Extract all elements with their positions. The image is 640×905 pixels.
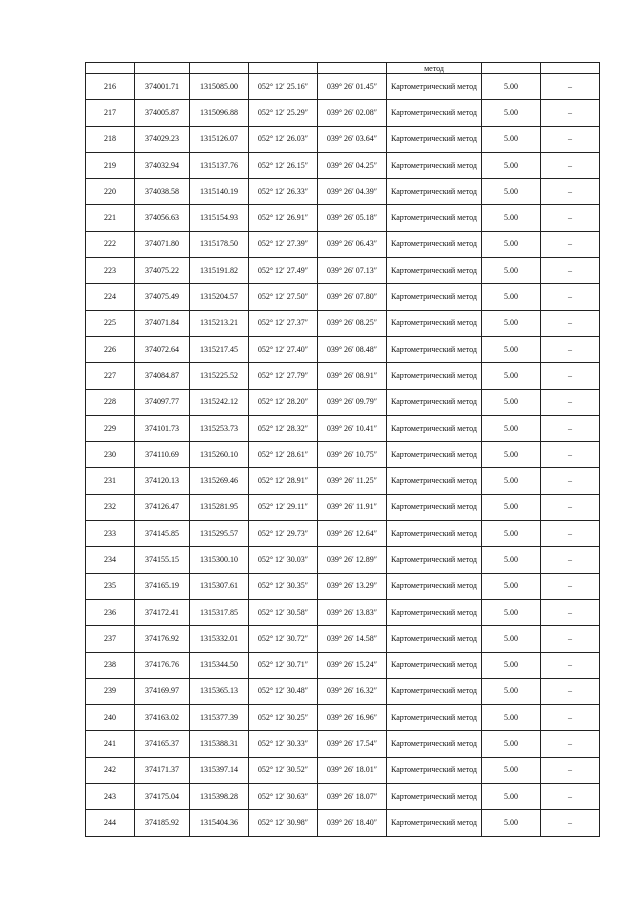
table-cell-note: –	[541, 442, 600, 468]
table-cell-method: метод	[387, 63, 482, 74]
table-cell-point-number: 242	[86, 757, 135, 783]
table-cell-y-coordinate: 1315332.01	[190, 626, 249, 652]
table-cell-method: Картометрический метод	[387, 205, 482, 231]
table-cell-longitude: 039° 26′ 05.18″	[318, 205, 387, 231]
table-row	[86, 205, 600, 231]
table-cell-longitude: 039° 26′ 16.32″	[318, 678, 387, 704]
table-cell-y-coordinate: 1315281.95	[190, 494, 249, 520]
table-cell-note: –	[541, 152, 600, 178]
table-cell-y-coordinate: 1315225.52	[190, 363, 249, 389]
table-cell-y-coordinate: 1315137.76	[190, 152, 249, 178]
table-row	[86, 415, 600, 441]
table-cell-latitude: 052° 12′ 27.37″	[249, 310, 318, 336]
table-cell-x-coordinate: 374155.15	[135, 547, 190, 573]
table-cell-latitude: 052° 12′ 25.29″	[249, 100, 318, 126]
table-cell-note: –	[541, 652, 600, 678]
table-cell-longitude: 039° 26′ 14.58″	[318, 626, 387, 652]
table-cell-point-number: 239	[86, 678, 135, 704]
table-cell-method: Картометрический метод	[387, 284, 482, 310]
table-cell-accuracy: 5.00	[482, 573, 541, 599]
table-cell-point-number: 218	[86, 126, 135, 152]
table-cell-point-number: 216	[86, 74, 135, 100]
table-cell-method: Картометрический метод	[387, 152, 482, 178]
table-cell-latitude: 052° 12′ 28.61″	[249, 442, 318, 468]
table-cell-x-coordinate: 374145.85	[135, 521, 190, 547]
table-cell-point-number: 236	[86, 599, 135, 625]
table-cell-x-coordinate: 374185.92	[135, 810, 190, 836]
table-cell-x-coordinate: 374097.77	[135, 389, 190, 415]
table-body	[86, 63, 600, 837]
table-row	[86, 678, 600, 704]
table-cell-accuracy: 5.00	[482, 731, 541, 757]
table-row	[86, 179, 600, 205]
table-cell-latitude: 052° 12′ 30.33″	[249, 731, 318, 757]
table-cell-longitude: 039° 26′ 07.80″	[318, 284, 387, 310]
table-cell-method: Картометрический метод	[387, 258, 482, 284]
table-cell-latitude: 052° 12′ 30.48″	[249, 678, 318, 704]
table-cell-note: –	[541, 678, 600, 704]
table-cell-longitude: 039° 26′ 18.01″	[318, 757, 387, 783]
table-cell-method: Картометрический метод	[387, 626, 482, 652]
table-cell-longitude: 039° 26′ 08.48″	[318, 336, 387, 362]
table-cell-latitude: 052° 12′ 28.32″	[249, 415, 318, 441]
table-cell-accuracy: 5.00	[482, 310, 541, 336]
table-cell-point-number: 217	[86, 100, 135, 126]
table-row	[86, 100, 600, 126]
table-cell	[190, 63, 249, 74]
table-cell-point-number: 228	[86, 389, 135, 415]
table-cell-accuracy: 5.00	[482, 599, 541, 625]
table-cell-y-coordinate: 1315140.19	[190, 179, 249, 205]
table-cell-latitude: 052° 12′ 30.25″	[249, 705, 318, 731]
table-cell-y-coordinate: 1315300.10	[190, 547, 249, 573]
table-cell-longitude: 039° 26′ 08.25″	[318, 310, 387, 336]
table-cell-method: Картометрический метод	[387, 74, 482, 100]
table-cell-x-coordinate: 374075.22	[135, 258, 190, 284]
table-cell-note: –	[541, 521, 600, 547]
table-cell-method: Картометрический метод	[387, 468, 482, 494]
table-cell-longitude: 039° 26′ 15.24″	[318, 652, 387, 678]
table-row	[86, 810, 600, 836]
table-cell-accuracy: 5.00	[482, 415, 541, 441]
table-cell-method: Картометрический метод	[387, 100, 482, 126]
table-cell-point-number: 235	[86, 573, 135, 599]
table-row	[86, 784, 600, 810]
table-cell-accuracy: 5.00	[482, 547, 541, 573]
table-cell-latitude: 052° 12′ 30.58″	[249, 599, 318, 625]
table-cell-y-coordinate: 1315397.14	[190, 757, 249, 783]
table-cell-x-coordinate: 374005.87	[135, 100, 190, 126]
table-cell-longitude: 039° 26′ 01.45″	[318, 74, 387, 100]
table-row	[86, 521, 600, 547]
table-cell-point-number: 229	[86, 415, 135, 441]
table-cell-note: –	[541, 415, 600, 441]
table-cell-y-coordinate: 1315154.93	[190, 205, 249, 231]
table-cell-longitude: 039° 26′ 17.54″	[318, 731, 387, 757]
table-cell-accuracy: 5.00	[482, 442, 541, 468]
table-cell-y-coordinate: 1315085.00	[190, 74, 249, 100]
table-cell-accuracy: 5.00	[482, 152, 541, 178]
table-cell-x-coordinate: 374126.47	[135, 494, 190, 520]
table-row	[86, 731, 600, 757]
table-cell-point-number: 225	[86, 310, 135, 336]
table-cell-latitude: 052° 12′ 26.33″	[249, 179, 318, 205]
table-cell-y-coordinate: 1315260.10	[190, 442, 249, 468]
table-cell-longitude: 039° 26′ 11.91″	[318, 494, 387, 520]
table-cell-method: Картометрический метод	[387, 179, 482, 205]
table-cell-y-coordinate: 1315269.46	[190, 468, 249, 494]
table-cell-accuracy: 5.00	[482, 652, 541, 678]
table-cell-note: –	[541, 363, 600, 389]
table-cell-point-number: 226	[86, 336, 135, 362]
table-cell-x-coordinate: 374175.04	[135, 784, 190, 810]
table-cell-x-coordinate: 374038.58	[135, 179, 190, 205]
table-cell-note: –	[541, 468, 600, 494]
table-cell-latitude: 052° 12′ 27.49″	[249, 258, 318, 284]
table-cell-latitude: 052° 12′ 30.52″	[249, 757, 318, 783]
table-cell-x-coordinate: 374001.71	[135, 74, 190, 100]
table-cell-latitude: 052° 12′ 30.98″	[249, 810, 318, 836]
table-cell-y-coordinate: 1315217.45	[190, 336, 249, 362]
table-cell-note: –	[541, 258, 600, 284]
table-cell-longitude: 039° 26′ 10.41″	[318, 415, 387, 441]
table-cell-method: Картометрический метод	[387, 547, 482, 573]
table-row	[86, 74, 600, 100]
table-row-continuation	[86, 63, 600, 74]
table-cell-latitude: 052° 12′ 26.91″	[249, 205, 318, 231]
table-cell-accuracy: 5.00	[482, 389, 541, 415]
table-cell-method: Картометрический метод	[387, 363, 482, 389]
table-cell-y-coordinate: 1315317.85	[190, 599, 249, 625]
table-row	[86, 573, 600, 599]
table-cell-accuracy: 5.00	[482, 336, 541, 362]
table-cell-method: Картометрический метод	[387, 415, 482, 441]
table-cell-x-coordinate: 374120.13	[135, 468, 190, 494]
table-cell-method: Картометрический метод	[387, 231, 482, 257]
table-cell-method: Картометрический метод	[387, 126, 482, 152]
table-cell	[249, 63, 318, 74]
table-cell-accuracy: 5.00	[482, 363, 541, 389]
table-row	[86, 310, 600, 336]
table-cell-point-number: 220	[86, 179, 135, 205]
table-cell-y-coordinate: 1315213.21	[190, 310, 249, 336]
table-cell-latitude: 052° 12′ 27.50″	[249, 284, 318, 310]
table-cell-note: –	[541, 626, 600, 652]
table-cell-method: Картометрический метод	[387, 310, 482, 336]
table-cell-longitude: 039° 26′ 04.39″	[318, 179, 387, 205]
table-cell-x-coordinate: 374169.97	[135, 678, 190, 704]
table-cell-note: –	[541, 599, 600, 625]
table-cell-longitude: 039° 26′ 13.29″	[318, 573, 387, 599]
table-row	[86, 258, 600, 284]
table-cell-x-coordinate: 374075.49	[135, 284, 190, 310]
table-cell-point-number: 224	[86, 284, 135, 310]
table-row	[86, 231, 600, 257]
table-cell	[541, 63, 600, 74]
table-row	[86, 547, 600, 573]
table-cell-point-number: 241	[86, 731, 135, 757]
table-cell-note: –	[541, 784, 600, 810]
table-cell-x-coordinate: 374072.64	[135, 336, 190, 362]
table-cell-latitude: 052° 12′ 29.73″	[249, 521, 318, 547]
table-cell-accuracy: 5.00	[482, 626, 541, 652]
table-cell-note: –	[541, 573, 600, 599]
table-cell-accuracy: 5.00	[482, 521, 541, 547]
table-cell-longitude: 039° 26′ 03.64″	[318, 126, 387, 152]
table-cell-longitude: 039° 26′ 08.91″	[318, 363, 387, 389]
table-cell	[135, 63, 190, 74]
table-cell-note: –	[541, 731, 600, 757]
table-cell-x-coordinate: 374029.23	[135, 126, 190, 152]
table-cell-point-number: 240	[86, 705, 135, 731]
table-cell-latitude: 052° 12′ 29.11″	[249, 494, 318, 520]
table-cell-point-number: 237	[86, 626, 135, 652]
table-cell-method: Картометрический метод	[387, 731, 482, 757]
table-cell-longitude: 039° 26′ 13.83″	[318, 599, 387, 625]
table-cell-method: Картометрический метод	[387, 652, 482, 678]
table-cell-x-coordinate: 374165.37	[135, 731, 190, 757]
table-row	[86, 626, 600, 652]
table-cell-latitude: 052° 12′ 27.79″	[249, 363, 318, 389]
table-cell-longitude: 039° 26′ 18.40″	[318, 810, 387, 836]
table-cell-latitude: 052° 12′ 27.40″	[249, 336, 318, 362]
table-cell-y-coordinate: 1315398.28	[190, 784, 249, 810]
table-cell-method: Картометрический метод	[387, 521, 482, 547]
table-cell-method: Картометрический метод	[387, 784, 482, 810]
table-cell-accuracy: 5.00	[482, 678, 541, 704]
table-cell-note: –	[541, 179, 600, 205]
table-row	[86, 284, 600, 310]
table-cell-point-number: 219	[86, 152, 135, 178]
table-cell-method: Картометрический метод	[387, 389, 482, 415]
table-cell-x-coordinate: 374084.87	[135, 363, 190, 389]
table-row	[86, 442, 600, 468]
table-cell-accuracy: 5.00	[482, 205, 541, 231]
table-cell-accuracy: 5.00	[482, 494, 541, 520]
table-cell-latitude: 052° 12′ 30.72″	[249, 626, 318, 652]
table-cell-point-number: 221	[86, 205, 135, 231]
table-cell-y-coordinate: 1315388.31	[190, 731, 249, 757]
table-cell-y-coordinate: 1315126.07	[190, 126, 249, 152]
table-cell-x-coordinate: 374176.92	[135, 626, 190, 652]
table-cell-method: Картометрический метод	[387, 678, 482, 704]
table-cell-x-coordinate: 374056.63	[135, 205, 190, 231]
table-cell-accuracy: 5.00	[482, 810, 541, 836]
table-cell-longitude: 039° 26′ 10.75″	[318, 442, 387, 468]
table-row	[86, 757, 600, 783]
table-cell-point-number: 238	[86, 652, 135, 678]
table-cell-point-number: 244	[86, 810, 135, 836]
table-cell-latitude: 052° 12′ 28.91″	[249, 468, 318, 494]
table-cell-y-coordinate: 1315307.61	[190, 573, 249, 599]
table-cell-note: –	[541, 100, 600, 126]
table-cell-point-number: 231	[86, 468, 135, 494]
table-cell-note: –	[541, 310, 600, 336]
table-cell-accuracy: 5.00	[482, 468, 541, 494]
table-cell-note: –	[541, 705, 600, 731]
table-row	[86, 652, 600, 678]
table-cell-accuracy: 5.00	[482, 100, 541, 126]
table-cell-method: Картометрический метод	[387, 810, 482, 836]
table-cell-point-number: 223	[86, 258, 135, 284]
table-cell-accuracy: 5.00	[482, 74, 541, 100]
table-cell-latitude: 052° 12′ 25.16″	[249, 74, 318, 100]
table-row	[86, 494, 600, 520]
table-cell	[482, 63, 541, 74]
table-cell-point-number: 230	[86, 442, 135, 468]
table-cell-method: Картометрический метод	[387, 757, 482, 783]
table-cell-x-coordinate: 374032.94	[135, 152, 190, 178]
table-cell-point-number: 227	[86, 363, 135, 389]
table-cell-x-coordinate: 374171.37	[135, 757, 190, 783]
table-cell-x-coordinate: 374101.73	[135, 415, 190, 441]
table-cell-longitude: 039° 26′ 12.64″	[318, 521, 387, 547]
table-cell-longitude: 039° 26′ 12.89″	[318, 547, 387, 573]
table-cell-point-number: 233	[86, 521, 135, 547]
table-cell-accuracy: 5.00	[482, 126, 541, 152]
table-cell-note: –	[541, 74, 600, 100]
table-cell-x-coordinate: 374163.02	[135, 705, 190, 731]
table-row	[86, 705, 600, 731]
table-cell-y-coordinate: 1315377.39	[190, 705, 249, 731]
table-cell-accuracy: 5.00	[482, 757, 541, 783]
table-cell-accuracy: 5.00	[482, 179, 541, 205]
table-cell-y-coordinate: 1315295.57	[190, 521, 249, 547]
table-cell-latitude: 052° 12′ 28.20″	[249, 389, 318, 415]
table-cell-y-coordinate: 1315178.50	[190, 231, 249, 257]
table-cell-longitude: 039° 26′ 04.25″	[318, 152, 387, 178]
table-cell-point-number: 234	[86, 547, 135, 573]
table-cell-note: –	[541, 494, 600, 520]
table-cell-x-coordinate: 374165.19	[135, 573, 190, 599]
coordinates-table	[85, 62, 600, 837]
table-cell-method: Картометрический метод	[387, 599, 482, 625]
table-cell-latitude: 052° 12′ 27.39″	[249, 231, 318, 257]
table-cell-latitude: 052° 12′ 30.63″	[249, 784, 318, 810]
table-cell-accuracy: 5.00	[482, 784, 541, 810]
table-cell-method: Картометрический метод	[387, 336, 482, 362]
table-cell-y-coordinate: 1315365.13	[190, 678, 249, 704]
table-row	[86, 336, 600, 362]
table-cell-accuracy: 5.00	[482, 284, 541, 310]
table-row	[86, 389, 600, 415]
table-cell-method: Картометрический метод	[387, 442, 482, 468]
table-cell-y-coordinate: 1315204.57	[190, 284, 249, 310]
table-cell-note: –	[541, 336, 600, 362]
table-cell-longitude: 039° 26′ 02.08″	[318, 100, 387, 126]
table-cell-method: Картометрический метод	[387, 573, 482, 599]
table-cell-x-coordinate: 374110.69	[135, 442, 190, 468]
table-cell-longitude: 039° 26′ 06.43″	[318, 231, 387, 257]
table-cell-y-coordinate: 1315096.88	[190, 100, 249, 126]
table-cell-y-coordinate: 1315242.12	[190, 389, 249, 415]
table-cell-note: –	[541, 126, 600, 152]
table-cell-accuracy: 5.00	[482, 705, 541, 731]
table-cell-longitude: 039° 26′ 16.96″	[318, 705, 387, 731]
table-cell-note: –	[541, 284, 600, 310]
table-row	[86, 126, 600, 152]
table-cell-longitude: 039° 26′ 07.13″	[318, 258, 387, 284]
table-cell-note: –	[541, 389, 600, 415]
table-cell-latitude: 052° 12′ 30.35″	[249, 573, 318, 599]
table-row	[86, 599, 600, 625]
table-row	[86, 468, 600, 494]
table-cell-accuracy: 5.00	[482, 258, 541, 284]
table-cell-note: –	[541, 757, 600, 783]
table-cell-latitude: 052° 12′ 30.71″	[249, 652, 318, 678]
table-cell-latitude: 052° 12′ 26.03″	[249, 126, 318, 152]
table-cell-note: –	[541, 231, 600, 257]
table-cell-latitude: 052° 12′ 26.15″	[249, 152, 318, 178]
table-cell-x-coordinate: 374176.76	[135, 652, 190, 678]
table-cell-point-number: 222	[86, 231, 135, 257]
table-cell-latitude: 052° 12′ 30.03″	[249, 547, 318, 573]
table-cell-y-coordinate: 1315344.50	[190, 652, 249, 678]
table-cell	[318, 63, 387, 74]
table-cell-longitude: 039° 26′ 11.25″	[318, 468, 387, 494]
table-cell	[86, 63, 135, 74]
table-cell-note: –	[541, 810, 600, 836]
table-cell-y-coordinate: 1315191.82	[190, 258, 249, 284]
table-cell-y-coordinate: 1315404.36	[190, 810, 249, 836]
table-cell-method: Картометрический метод	[387, 705, 482, 731]
table-cell-y-coordinate: 1315253.73	[190, 415, 249, 441]
table-row	[86, 152, 600, 178]
table-cell-x-coordinate: 374071.84	[135, 310, 190, 336]
table-cell-point-number: 243	[86, 784, 135, 810]
table-cell-longitude: 039° 26′ 18.07″	[318, 784, 387, 810]
table-cell-point-number: 232	[86, 494, 135, 520]
table-row	[86, 363, 600, 389]
table-cell-longitude: 039° 26′ 09.79″	[318, 389, 387, 415]
table-cell-accuracy: 5.00	[482, 231, 541, 257]
table-cell-x-coordinate: 374172.41	[135, 599, 190, 625]
table-cell-note: –	[541, 205, 600, 231]
table-cell-method: Картометрический метод	[387, 494, 482, 520]
table-cell-x-coordinate: 374071.80	[135, 231, 190, 257]
table-cell-note: –	[541, 547, 600, 573]
